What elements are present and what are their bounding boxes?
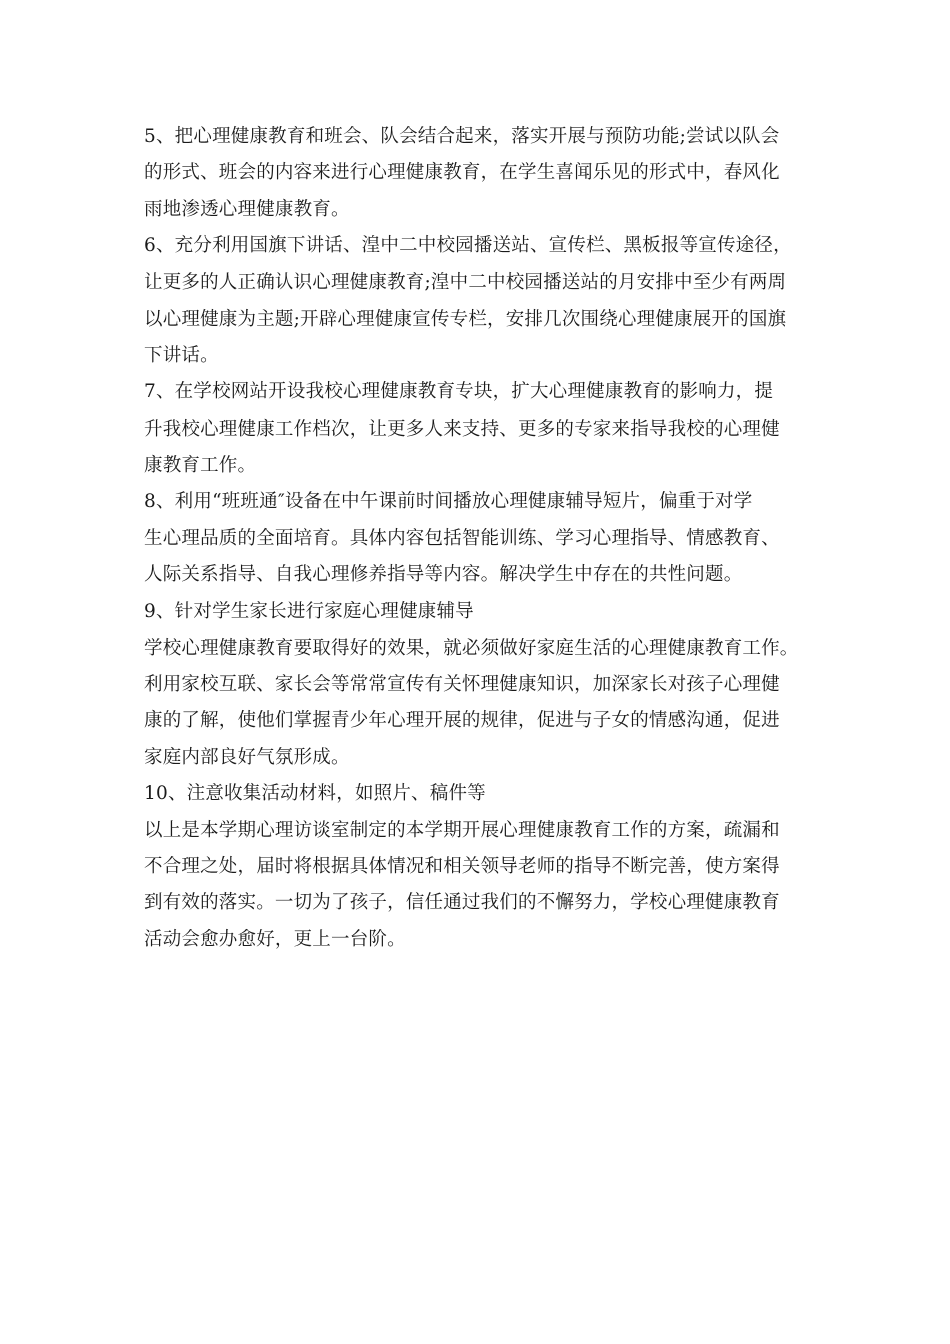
text-line: 活动会愈办愈好，更上一台阶。: [144, 929, 406, 950]
text-line: 以心理健康为主题;开辟心理健康宣传专栏，安排几次围绕心理健康展开的国旗: [144, 309, 787, 330]
text-line: 6、充分利用国旗下讲话、湟中二中校园播送站、宣传栏、黑板报等宣传途径，: [144, 235, 792, 256]
text-line: 雨地渗透心理健康教育。: [144, 199, 350, 220]
text-line: 生心理品质的全面培育。具体内容包括智能训练、学习心理指导、情感教育、: [144, 528, 780, 549]
text-line: 升我校心理健康工作档次，让更多人来支持、更多的专家来指导我校的心理健: [144, 419, 780, 440]
text-line: 下讲话。: [144, 345, 219, 366]
text-line: 学校心理健康教育要取得好的效果，就必须做好家庭生活的心理健康教育工作。: [144, 638, 799, 659]
text-line: 5、把心理健康教育和班会、队会结合起来，落实开展与预防功能;尝试以队会: [144, 126, 780, 147]
text-line: 利用家校互联、家长会等常常宣传有关怀理健康知识，加深家长对孩子心理健: [144, 674, 780, 695]
text-line: 的形式、班会的内容来进行心理健康教育，在学生喜闻乐见的形式中，春风化: [144, 162, 780, 183]
text-line: 9、针对学生家长进行家庭心理健康辅导: [144, 601, 474, 622]
text-line: 8、利用“班班通″设备在中午课前时间播放心理健康辅导短片，偏重于对学: [144, 491, 753, 512]
text-line: 以上是本学期心理访谈室制定的本学期开展心理健康教育工作的方案，疏漏和: [144, 820, 780, 841]
text-line: 10、注意收集活动材料，如照片、稿件等: [144, 783, 486, 804]
text-line: 到有效的落实。一切为了孩子，信任通过我们的不懈努力，学校心理健康教育: [144, 892, 780, 913]
text-line: 不合理之处，届时将根据具体情况和相关领导老师的指导不断完善，使方案得: [144, 856, 780, 877]
text-line: 人际关系指导、自我心理修养指导等内容。解决学生中存在的共性问题。: [144, 564, 743, 585]
text-line: 家庭内部良好气氛形成。: [144, 747, 350, 768]
text-line: 康教育工作。: [144, 455, 257, 476]
text-line: 康的了解，使他们掌握青少年心理开展的规律，促进与子女的情感沟通，促进: [144, 710, 780, 731]
text-line: 7、在学校网站开设我校心理健康教育专块，扩大心理健康教育的影响力，提: [144, 381, 774, 402]
text-line: 让更多的人正确认识心理健康教育;湟中二中校园播送站的月安排中至少有两周: [144, 272, 787, 293]
